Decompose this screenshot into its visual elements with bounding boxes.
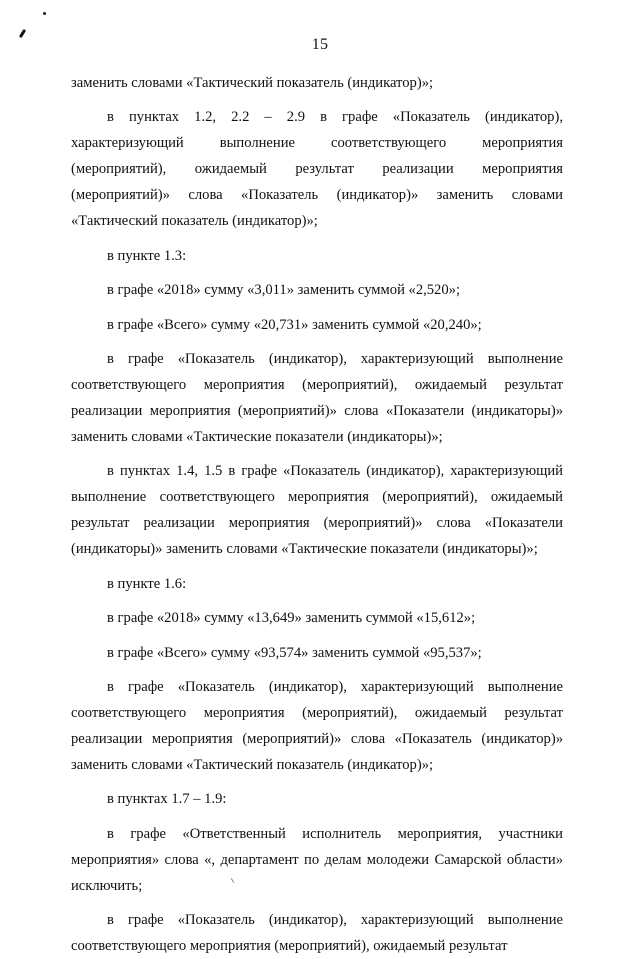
paragraph: в пункте 1.6: bbox=[107, 575, 187, 592]
paragraph: в графе «Всего» сумму «93,574» заменить суммой «95,537»; bbox=[107, 644, 482, 661]
paragraph: в пунктах 1.2, 2.2 – 2.9 в графе «Показатель (индикатор), характеризующий выполнение соответствующего мероприятия (мероприятий), ожидаемый результат реализации мероприятия (мероприятий)» слова «Показатель (индикатор)» заменить словами «Тактический показатель (индикатор)»; bbox=[71, 109, 563, 230]
paragraph: в пунктах 1.7 – 1.9: bbox=[107, 791, 227, 808]
scan-mark-dot bbox=[43, 12, 46, 15]
paragraph: в пунктах 1.4, 1.5 в графе «Показатель (индикатор), характеризующий выполнение соответствующего мероприятия (мероприятий), ожидаемый результат реализации мероприятия (мероприятий)» слова «Показатели (индикаторы)» заменить словами «Тактические показатели (индикаторы)»; bbox=[71, 463, 563, 558]
document-body bbox=[71, 70, 563, 959]
paragraph: заменить словами «Тактический показатель (индикатор)»; bbox=[71, 75, 434, 91]
paragraph: в графе «Показатель (индикатор), характеризующий выполнение соответствующего мероприятия (мероприятий), ожидаемый результат реализации мероприятия (мероприятий)» слова «Показатели (индикаторы)» заменить словами «Тактические показатели (индикаторы)»; bbox=[71, 350, 563, 445]
page-number: 15 bbox=[311, 36, 329, 53]
paragraph: в графе «Показатель (индикатор), характеризующий выполнение соответствующего мероприятия (мероприятий), ожидаемый результат bbox=[71, 912, 563, 955]
paragraph: в графе «Показатель (индикатор), характеризующий выполнение соответствующего мероприятия (мероприятий), ожидаемый результат реализации мероприятия (мероприятий)» слова «Показатель (индикатор)» заменить словами «Тактический показатель (индикатор)»; bbox=[71, 678, 563, 773]
paragraph: в графе «2018» сумму «3,011» заменить суммой «2,520»; bbox=[107, 282, 461, 299]
paragraph: в графе «2018» сумму «13,649» заменить суммой «15,612»; bbox=[107, 610, 476, 627]
paragraph: в графе «Ответственный исполнитель мероприятия, участники мероприятия» слова «, департамент по делам молодежи Самарской области» исключить; bbox=[71, 825, 563, 894]
paragraph: в пункте 1.3: bbox=[107, 247, 187, 264]
paragraph: в графе «Всего» сумму «20,731» заменить суммой «20,240»; bbox=[107, 316, 482, 333]
